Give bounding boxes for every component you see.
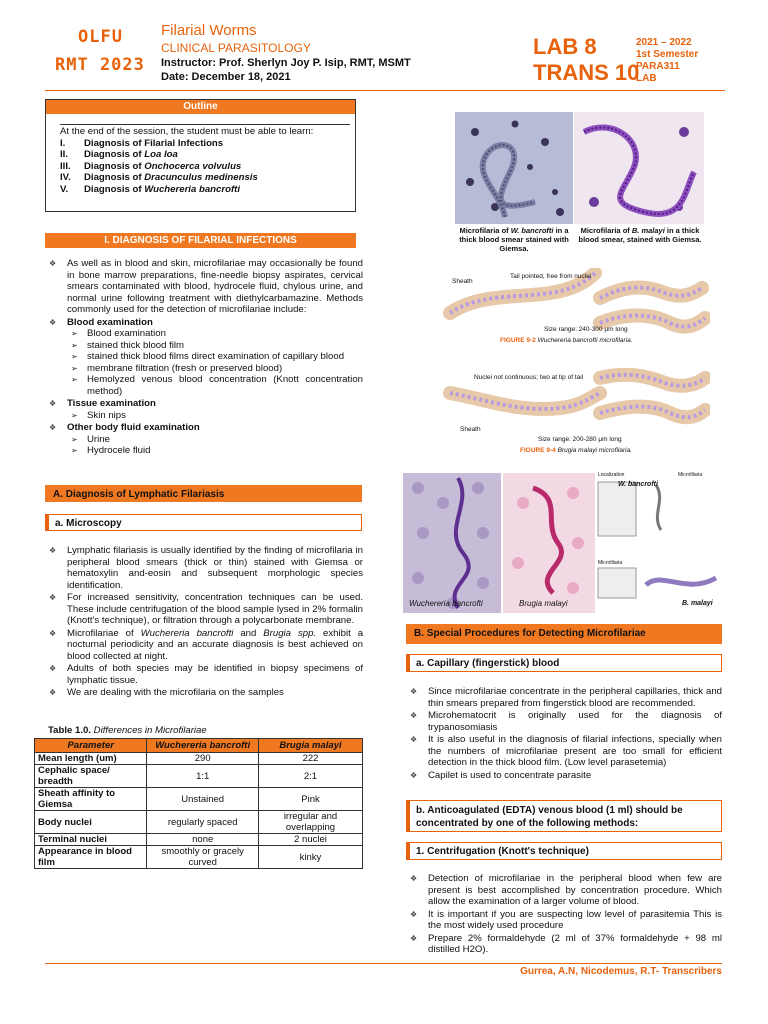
list-item: ❖ For increased sensitivity, concentration techniques can be used. These include centrifugation of the blood sample lysed in 2% formalin (Knott's technique), or filtration through a polycarbonate membrane. [45,592,363,627]
label-bm: B. malayi [682,600,713,607]
bm-stained-image [503,473,595,613]
species-name: Loa loa [144,149,178,160]
sub-item: ➢ stained thick blood film [67,340,363,352]
logo-rmt: RMT 2023 [55,55,145,75]
list-item: ❖ Detection of microfilariae in the peripheral blood when few are present is best accomplished by concentration procedure. Which allow the examination of a larger volume of blood. [406,873,722,908]
list-item: ❖ Lymphatic filariasis is usually identified by the finding of microfilaria in peripheral blood smears (thick or thin) stained with Giemsa or hematoxylin and-eosin and subsequent morphologic species identification. [45,545,363,591]
section-heading-special: B. Special Procedures for Detecting Microfilariae [406,624,722,644]
label-wb: W. bancrofti [618,481,658,488]
wb-stained-image [403,473,501,613]
outline-intro: At the end of the session, the student must be able to learn: [60,124,350,138]
label-size-wb: Size range: 240-300 μm long [544,326,628,333]
table-caption [48,725,207,737]
sub-item: ➢ Blood examination [67,328,363,340]
other-exam-label: Other body fluid examination [67,422,200,433]
course-code: PARA311 [636,61,680,72]
text-run: in a thick blood smear, stained with Giemsa. [578,226,702,244]
instructor: Instructor: Prof. Sherlyn Joy P. Isip, RMT, MSMT [161,57,411,69]
photo-wb-stained [403,473,501,613]
sub-item: ➢ Hydrocele fluid [67,445,363,457]
figure-caption-9-2 [500,337,633,344]
figure-9-2 [440,268,710,364]
other-list [67,434,363,457]
table-row [35,788,363,811]
semester-info [636,37,698,85]
footer-transcribers: Gurrea, A.N, Nicodemus, R.T- Transcribers [520,966,722,977]
table-body [35,753,363,869]
trans-number: TRANS 10 [533,60,640,85]
sub-item: ➢ Hemolyzed venous blood concentration (Knott concentration method) [67,374,363,397]
figure-9-4 [440,368,710,460]
label-size-bm: Size range: 200-280 μm long [538,436,622,443]
outline-text [84,138,223,150]
species-name: Dracunculus medinensis [144,172,258,183]
school-year: 2021 – 2022 [636,37,692,48]
outline-num: I. [60,137,66,149]
tissue-exam-label: Tissue examination [67,398,156,409]
label-microfilaria: Microfilaria [678,472,703,478]
sub-item: ➢ membrane filtration (fresh or preserved blood) [67,363,363,375]
blood-exam-label: Blood examination [67,316,153,328]
list-item [45,398,363,421]
subheading-centrifugation: 1. Centrifugation (Knott's technique) [406,842,722,860]
diagram-comparison [596,470,721,614]
table-param-cell: Mean length (um) [35,753,147,765]
table-cell: smoothly or gracely curved [147,846,259,869]
outline-item [60,149,355,161]
outline-text [84,184,240,196]
label-tail: Tail pointed, free from nuclei [510,273,592,280]
text-run: Microfilaria of [580,226,632,235]
figure-label: FIGURE 9-2 [500,337,536,344]
subheading-anticoagulated: b. Anticoagulated (EDTA) venous blood (1 ml) should be concentrated by one of the following methods: [406,800,722,832]
semester: 1st Semester [636,49,699,60]
label-microfilaria-2: Microfilaria [598,560,623,566]
list-item: ❖ We are dealing with the microfilaria on the samples [45,687,363,699]
text-run: Microfilaria of [459,226,511,235]
sub-item: ➢ Urine [67,434,363,446]
label-nuclei: Nuclei not continuous; two at tip of tail [474,374,584,381]
course-subtitle: CLINICAL PARASITOLOGY [161,41,311,55]
date: Date: December 18, 2021 [161,71,291,83]
text-run: and [233,627,264,639]
logo-olfu: OLFU [78,27,123,47]
figure-caption-9-4 [520,447,632,454]
text-run: Diagnosis of [84,160,145,172]
table-cell: Pink [258,788,362,811]
subheading-capillary: a. Capillary (fingerstick) blood [406,654,722,672]
list-item: ❖ Capilet is used to concentrate parasite [406,770,722,782]
table-cell: irregular and overlapping [258,811,362,834]
outline-item [60,172,355,184]
tissue-list [67,410,363,422]
capillary-list [406,686,722,781]
figure-desc: Brugia malayi microfilaria. [557,447,632,454]
outline-num: II. [60,149,68,160]
caption-b-malayi [576,226,704,244]
microfilaria-photo-2 [574,112,704,224]
table-param-cell: Appearance in blood film [35,846,147,869]
outline-heading: Outline [46,100,355,114]
centrifugation-content [406,873,722,957]
label-sheath-2: Sheath [460,426,481,433]
text-run: Diagnosis of [84,149,145,160]
capillary-content [406,686,722,782]
list-item: ❖ Adults of both species may be identified in biopsy specimens of lymphatic tissue. [45,663,363,686]
lab-number: LAB 8 [533,34,597,59]
sub-item: ➢ Skin nips [67,410,363,422]
figure-desc: Wuchereria bancrofti microfilaria. [537,337,633,344]
list-item [45,628,363,663]
table-cell: 2:1 [258,765,362,788]
photo-label-wb: Wuchereria bancrofti [409,599,483,608]
table-header-cell: Brugia malayi [258,739,362,753]
outline-text [84,161,241,173]
table-header-row [35,739,363,753]
species-name: B. malayi [631,226,665,235]
table-header-cell: Wuchereria bancrofti [147,739,259,753]
list-item [45,317,363,398]
caption-text: Differences in Microfilariae [91,725,207,736]
centrifugation-list [406,873,722,956]
section-heading-diagnosis: I. DIAGNOSIS OF FILARIAL INFECTIONS [45,233,356,248]
outline-num: III. [60,160,71,172]
blood-list [67,328,363,397]
text-run: Diagnosis of Filarial Infections [84,137,224,149]
list-item: ❖ Prepare 2% formaldehyde (2 ml of 37% formaldehyde + 98 ml distilled H2O). [406,933,722,956]
text-run: Microfilariae of [67,627,141,639]
outline-box [45,99,356,212]
differences-table [34,738,363,869]
outline-text [84,149,178,161]
list-item: ❖ It is important if you are suspecting low level of parasitemia This is the most widely used procedure [406,909,722,932]
list-item [45,422,363,457]
table-cell: 1:1 [147,765,259,788]
table-row [35,811,363,834]
text-run: in a thick blood smear stained with Giemsa. [459,226,569,253]
table-row [35,834,363,846]
list-item: ❖ It is also useful in the diagnosis of filarial infections, specially when the numbers of microfilariae present are too small for efficient detection in the thick blood film. (Low level parasetemia) [406,734,722,769]
table-cell: Unstained [147,788,259,811]
label-localization: Localization [598,472,625,478]
microscopy-list [45,545,363,627]
photo-label-bm: Brugia malayi [519,599,568,608]
species-name: Wuchereria bancrofti [140,627,234,639]
outline-num: V. [60,183,69,195]
table-param-cell: Terminal nuclei [35,834,147,846]
text-run: exhibit a nocturnal periodicity and an accurate diagnosis is best achieved on blood collected at night. [67,627,364,662]
list-item: ❖ Since microfilariae concentrate in the peripheral capillaries, thick and thin smears prepared from fingerstick blood are recommended. [406,686,722,709]
outline-item [60,138,355,150]
table-cell: 290 [147,753,259,765]
class-type: LAB [636,73,657,84]
table-cell: none [147,834,259,846]
photo-w-bancrofti-smear [455,112,573,224]
table-row [35,753,363,765]
species-name: Brugia spp. [263,627,317,639]
text-run: Diagnosis of [84,183,145,195]
table-param-cell: Body nuclei [35,811,147,834]
outline-num: IV. [60,172,71,183]
header-divider [45,90,725,91]
table-row [35,846,363,869]
species-name: Wuchereria bancrofti [144,183,241,195]
footer-divider [45,963,722,964]
photo-bm-stained [503,473,595,613]
caption-label: Table 1.0. [48,725,92,736]
species-name: Onchocerca volvulus [144,160,242,172]
sectionA-content [45,545,363,700]
photo-b-malayi-smear [574,112,704,224]
microfilaria-photo-1 [455,112,573,224]
comparison-diagram [596,470,721,614]
list-item: ❖ As well as in blood and skin, microfilariae may occasionally be found in bone marrow preparations, fine-needle biopsy aspirates, cervical smears contaminated with blood, hydrocele fluid, chylous urine, and normal urine following treatment with diethylcarbamazine. Methods commonly used for the detection of microfilariae include: [45,258,363,316]
outline-list [60,138,355,196]
species-name: W. bancrofti [510,226,554,235]
outline-text [84,172,258,184]
table-param-cell: Cephalic space/ breadth [35,765,147,788]
subheading-microscopy: a. Microscopy [45,514,362,531]
table-cell: 2 nuclei [258,834,362,846]
sub-item: ➢ stained thick blood films direct examination of capillary blood [67,351,363,363]
outline-item [60,161,355,173]
list-item: ❖ Microhematocrit is originally used for the diagnosis of trypanosomiasis [406,710,722,733]
text-run: Diagnosis of [84,172,145,183]
outline-item [60,184,355,196]
table-cell: regularly spaced [147,811,259,834]
page-title: Filarial Worms [161,22,257,39]
figure-label: FIGURE 9-4 [520,447,556,454]
caption-w-bancrofti [455,226,573,253]
section1-content [45,258,363,458]
table-param-cell: Sheath affinity to Giemsa [35,788,147,811]
label-sheath: Sheath [452,278,473,285]
table-row [35,765,363,788]
table-header-cell: Parameter [35,739,147,753]
table-cell: 222 [258,753,362,765]
section-heading-lymphatic: A. Diagnosis of Lymphatic Filariasis [45,485,362,502]
table-cell: kinky [258,846,362,869]
